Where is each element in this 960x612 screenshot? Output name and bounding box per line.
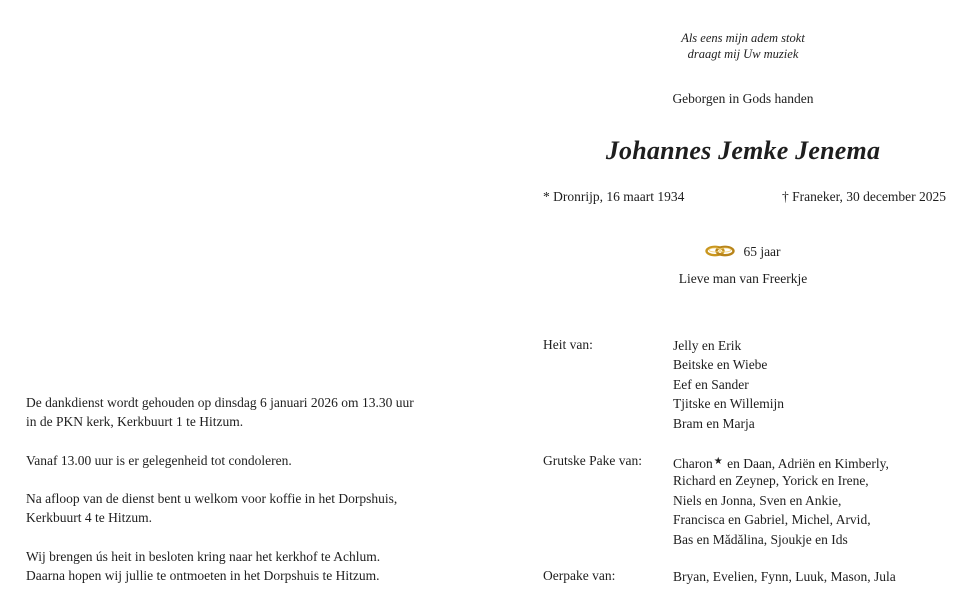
burial-line: Wij brengen ús heit in besloten kring naar het kerkhof te Achlum.	[26, 549, 381, 564]
list-item: Francisca en Gabriel, Michel, Arvid,	[673, 512, 871, 528]
service-line: De dankdienst wordt gehouden op dinsdag 6 januari 2026 om 13.30 uur	[26, 395, 414, 410]
oerpake-label: Oerpake van:	[543, 568, 616, 583]
wedding-rings-icon	[705, 245, 735, 261]
marriage-line	[543, 244, 943, 261]
oerpake-list	[673, 567, 896, 586]
list-item: Tjitske en Willemijn	[673, 396, 784, 412]
coffee-info	[26, 489, 397, 528]
motto-line: draagt mij Uw muziek	[687, 47, 799, 61]
list-item: Richard en Zeynep, Yorick en Irene,	[673, 473, 869, 489]
service-line: in de PKN kerk, Kerkbuurt 1 te Hitzum.	[26, 414, 244, 430]
service-info	[26, 393, 414, 432]
list-item: Eef en Sander	[673, 376, 749, 392]
burial-line: Daarna hopen wij jullie te ontmoeten in het Dorpshuis te Hitzum.	[26, 568, 380, 584]
spouse-line: Lieve man van Freerkje	[678, 271, 808, 286]
pake-label: Grutske Pake van:	[543, 453, 642, 468]
list-item: Bryan, Evelien, Fynn, Luuk, Mason, Jula	[673, 569, 896, 584]
list-item: Bas en Mădălina, Sjoukje en Ids	[673, 531, 848, 547]
coffee-line: Na afloop van de dienst bent u welkom voor koffie in het Dorpshuis,	[26, 491, 398, 506]
list-item: Jelly en Erik	[673, 338, 742, 353]
heit-label: Heit van:	[543, 337, 593, 352]
marriage-years: 65 jaar	[743, 244, 781, 259]
birth-info: * Dronrijp, 16 maart 1934	[543, 189, 685, 204]
condolence-line: Vanaf 13.00 uur is er gelegenheid tot condoleren.	[26, 453, 292, 468]
burial-info	[26, 547, 380, 586]
coffee-line: Kerkbuurt 4 te Hitzum.	[26, 510, 152, 526]
death-info: † Franeker, 30 december 2025	[781, 189, 946, 204]
heit-list	[673, 336, 784, 433]
pake-list	[673, 452, 889, 549]
geborgen-text: Geborgen in Gods handen	[672, 91, 814, 106]
condolence-info	[26, 451, 292, 470]
first-rest: en Daan, Adriën en Kimberly,	[723, 456, 889, 471]
first-name: Charon	[673, 456, 713, 471]
motto	[543, 30, 943, 62]
list-item: Beitske en Wiebe	[673, 357, 768, 373]
star-icon: ★	[713, 456, 723, 467]
list-item: Bram en Marja	[673, 415, 755, 431]
motto-line: Als eens mijn adem stokt	[681, 31, 805, 45]
list-item	[673, 452, 889, 471]
deceased-name: Johannes Jemke Jenema	[605, 136, 881, 165]
list-item: Niels en Jonna, Sven en Ankie,	[673, 492, 842, 508]
